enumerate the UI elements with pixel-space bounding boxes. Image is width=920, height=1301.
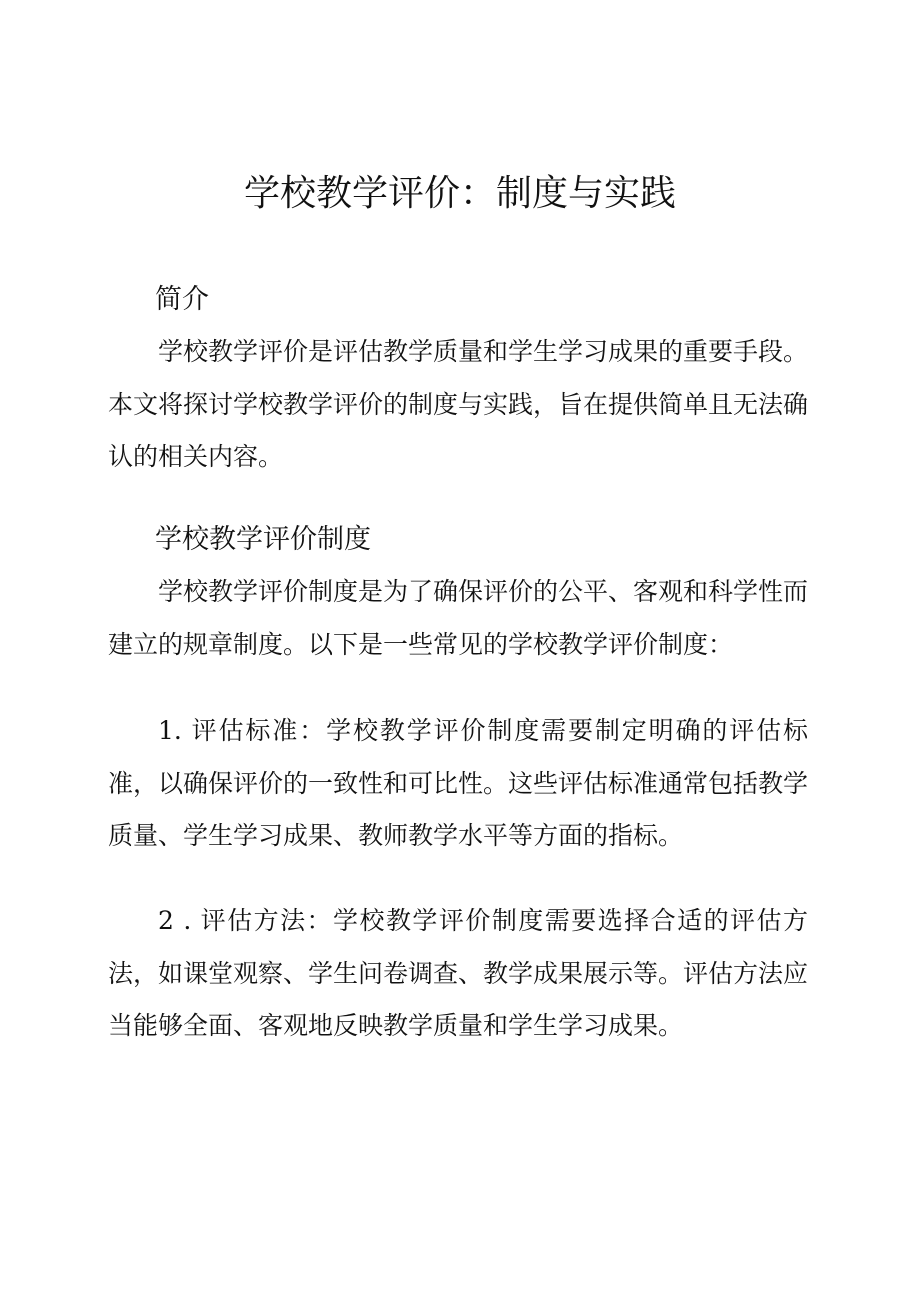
list-item-evaluation-methods: 2 . 评估方法：学校教学评价制度需要选择合适的评估方法，如课堂观察、学生问卷调查、教学成果展示等。评估方法应当能够全面、客观地反映教学质量和学生学习成果。 (108, 906, 809, 1040)
document-title: 学校教学评价：制度与实践 (243, 173, 676, 214)
evaluation-system-paragraph: 学校教学评价制度是为了确保评价的公平、客观和科学性而建立的规章制度。以下是一些常见的学校教学评价制度： (108, 577, 809, 659)
list-item-evaluation-standards: 1. 评估标准：学校教学评价制度需要制定明确的评估标准，以确保评价的一致性和可比性。这些评估标准通常包括教学质量、学生学习成果、教师教学水平等方面的指标。 (108, 716, 809, 850)
intro-paragraph: 学校教学评价是评估教学质量和学生学习成果的重要手段。本文将探讨学校教学评价的制度与实践，旨在提供简单且无法确认的相关内容。 (108, 337, 809, 471)
section-heading-intro: 简介 (155, 284, 209, 315)
section-heading-evaluation-system: 学校教学评价制度 (155, 524, 371, 555)
